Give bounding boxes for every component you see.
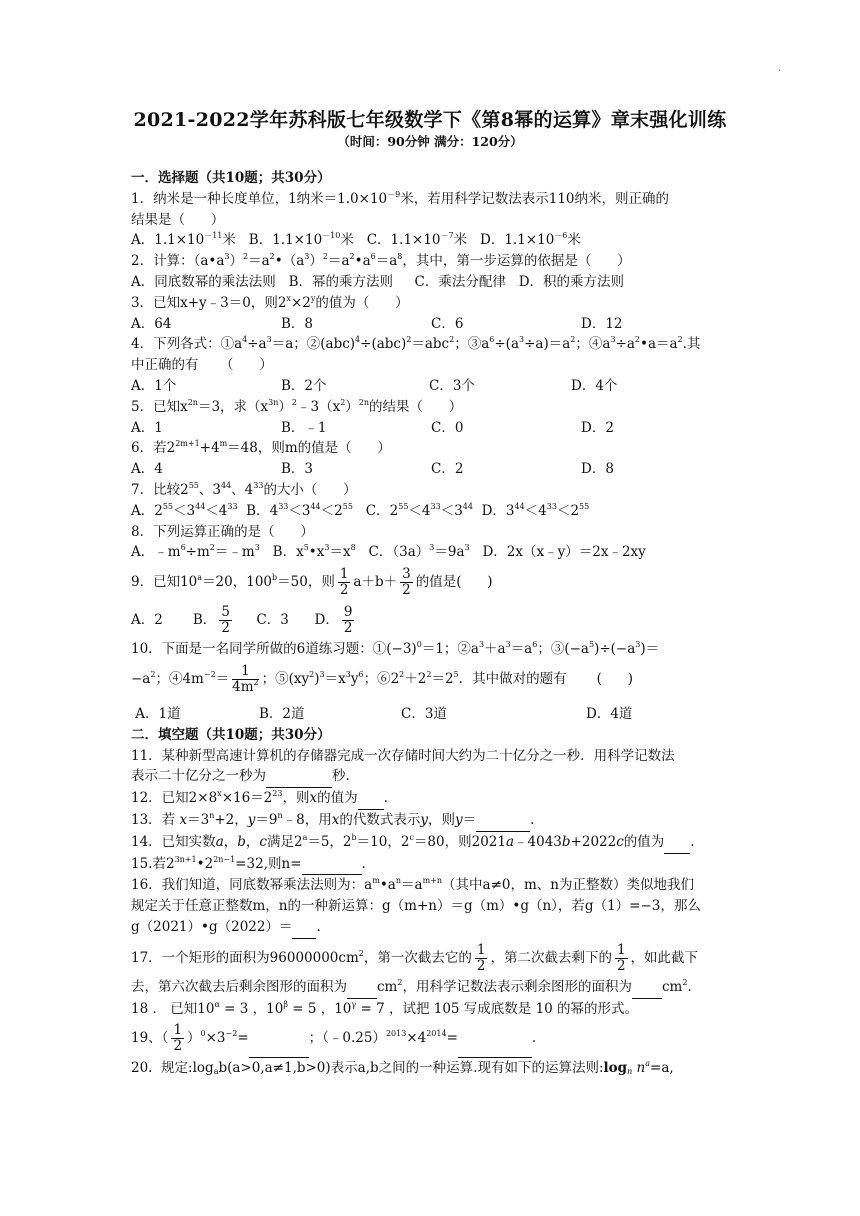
question-9-options: A．2 B． $\frac{5}{2}$ C．3 D． $\frac{9}{2}$ [131, 604, 353, 637]
question-6-options: A．4 B．3 C．2 D．8 [131, 461, 614, 478]
question-5: 5．已知$x^{2n}=3$，求$(x^{3n})^2﹣3(x^2)^{2n}$的结果（ ） [131, 397, 463, 415]
question-19: 19、（ $\frac{1}{2}$ ）$^0\times 3^{-2}=$ ；$(﹣0.25)^{2013}\times 4^{2014}=$ . [131, 1019, 731, 1058]
question-7: 7．比较$2^{55}$、$3^{44}$、$4^{33}$的大小（ ） [131, 480, 357, 498]
section-heading-fill: 二．填空题（共10题；共30分） [131, 726, 331, 743]
question-4-options: A．1个 B．2个 C．3个 D．4个 [131, 377, 618, 394]
question-3: 3．已知x+y﹣3＝0，则$2^x\times 2^y$的值为（ ） [131, 293, 409, 311]
question-16: 16．我们知道，同底数幂乘法法则为：$a^m•a^n=a^{m+n}$（其中a≠0，m、n为正整数）类似地我们 [131, 876, 694, 894]
question-15: 15.若$2^{3n+1}•2^{2n-1}=32$,则n= . [131, 854, 731, 876]
question-12: 12．已知$2\times 8^x\times 16=2^{23}$，则x的值为 . [131, 788, 731, 810]
question-2: 2．计算：$(a•a^3)^2=a^2•(a^3)^2=a^2•a^6=a^8$，其中，第一步运算的依据是（ ） [131, 252, 631, 270]
question-10: 10．下面是一名同学所做的6道练习题：$①(-3)^0=1$；$②a^3+a^3=a^6$；$③(-a^5)\div(-a^3)=$ [131, 640, 660, 658]
question-18: 18 ． 已知$10^\alpha = 3$ ，$10^\beta = 5$ ，$10^\gamma = 7$ ，试把 105 写成底数是 10 的幂的形式。 [131, 999, 639, 1017]
question-4-cont: 中正确的有 （ ） [131, 357, 273, 374]
question-17-cont: 去，第六次截去后剩余图形的面积为 $cm^2$，用科学记数法表示剩余图形的面积为 $cm^2$. [131, 977, 731, 999]
question-13: 13．若 $x=3^n+2$，$y=9^n﹣8$，用x的代数式表示y，则y＝ . [131, 810, 731, 832]
question-10-cont: $-a^2$；$④4m^{-2}=$ $\frac{1}{4m^2}$ ；$⑤(xy^2)^3=x^3y^6$；$⑥2^2+2^2=2^5$．其中做对的题有 ( ) [131, 662, 633, 695]
page-dot: · [778, 66, 782, 77]
question-4: 4．下列各式：$①a^4\div a^3=a$；②(abc)$^4$÷(abc)$^2$＝abc$^2$；$③a^6\div(a^3\div a)=a^2$；$④a^3\div a^2•a=a^2$.其 [131, 335, 701, 353]
question-1-cont: 结果是（ ） [131, 211, 225, 228]
question-6: 6．若$2^{2m+1}+4^m=48$，则m的值是（ ） [131, 439, 391, 457]
question-1-options: A．$1.1\times 10^{-11}$米 B．$1.1\times 10^{-10}$米 C．$1.1\times 10^{-7}$米 D．$1.1\times 10^{-6}$米 [131, 231, 581, 249]
question-5-options: A．1 B．﹣1 C．0 D．2 [131, 419, 614, 436]
question-16-cont2: g（2021）•g（2022）＝ . [131, 917, 731, 939]
question-content [131, 168, 731, 1079]
question-17: 17．一个矩形的面积为$96000000cm^2$，第一次截去它的 $\frac{1}{2}$ ，第二次截去剩下的 $\frac{1}{2}$ ，如此截下 [131, 941, 699, 974]
question-8-options: A．$﹣m^6\div m^2=﹣m^3$ B．$x^5•x^3=x^8$ C．$(3a)^3=9a^3$ D．2x（x﹣y）＝2x﹣2xy [131, 543, 646, 561]
question-9: 9．已知$10^a=20$，$100^b=50$，则 $\frac{1}{2}$ a＋b＋ $\frac{3}{2}$ 的值是( ) [131, 566, 493, 599]
question-11-cont: 表示二十亿分之一秒为 秒. [131, 766, 731, 788]
section-heading-choice: 一．选择题（共10题；共30分） [131, 170, 331, 186]
page-subtitle: （时间：90分钟 满分：120分） [337, 134, 523, 149]
question-1: 1．纳米是一种长度单位，1纳米$=1.0\times 10^{-9}$米，若用科学记数法表示110纳米，则正确的 [131, 189, 670, 207]
question-11: 11．某种新型高速计算机的存储器完成一次存储时间大约为二十亿分之一秒．用科学记数法 [131, 747, 675, 764]
question-14: 14．已知实数a，b，c满足$2^a=5$，$2^b=10$，$2^c=80$，则2021a﹣4043b+2022c的值为 . [131, 832, 731, 854]
question-16-cont: 规定关于任意正整数m，n的一种新运算：g（m+n）＝g（m）•g（n），若g（1）=−3，那么 [131, 898, 701, 915]
question-2-options: A．同底数幂的乘法法则 B．幂的乘方法则 C．乘法分配律 D．积的乘方法则 [131, 273, 625, 290]
question-20: 20. 规定$:\log_ab(a>0,a\ne 1,b>0)$表示a,b之间的一种运算.现有如下的运算法则$:\log_n$ $n^a=a$, [131, 1059, 674, 1077]
question-3-options: A．64 B．8 C．6 D．12 [131, 315, 623, 332]
question-10-options: A．1道 B．2道 C．3道 D．4道 [131, 705, 633, 722]
question-8: 8．下列运算正确的是（ ） [131, 523, 314, 540]
question-7-options: A．$2^{55}<3^{44}<4^{33}$ B．$4^{33}<3^{44}<2^{55}$ C．$2^{55}<4^{33}<3^{44}$ D．$3^{44}<4^{33}<2^{55}$ [131, 501, 590, 519]
page-title: 2021-2022学年苏科版七年级数学下《第8幂的运算》章末强化训练 [133, 109, 727, 131]
